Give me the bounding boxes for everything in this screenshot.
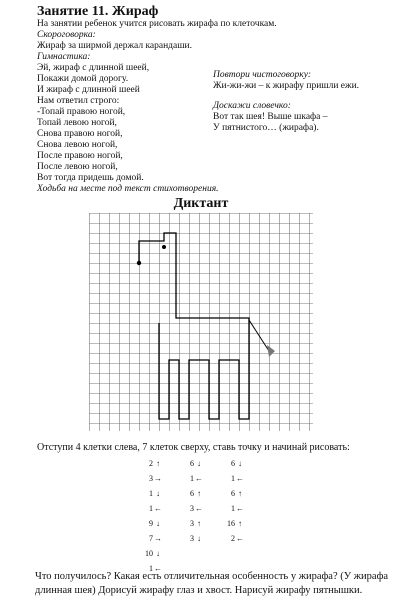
gymnastics-heading: Гимнастика: [37,52,91,62]
giraffe-tail [249,320,269,351]
command-step: 3← [190,504,203,513]
graph-paper [89,213,313,431]
poem-line: После левою ногой, [37,162,118,172]
command-step: 3 ↑ [190,519,201,528]
command-step: 1← [231,474,244,483]
lesson-intro: На занятии ребенок учится рисовать жирафа по клеточкам. [37,19,277,29]
poem-line: Вот тогда придешь домой. [37,173,144,183]
repeat-heading: Повтори чистоговорку: [213,70,311,80]
command-step: 1← [231,504,244,513]
command-step: 6 ↑ [231,489,242,498]
command-column-3 [221,456,245,546]
start-point [137,261,141,265]
finish-heading: Доскажи словечко: [213,101,291,111]
poem-line: Эй, жираф с длинной шеей, [37,63,150,73]
command-step: 6 ↑ [190,489,201,498]
finish-line-1: Вот так шея! Выше шкафа – [213,112,328,122]
command-step: 10 ↓ [145,549,160,558]
grid-lines [89,213,313,431]
repeat-text: Жи-жи-жи – к жирафу пришли ежи. [213,81,360,91]
command-step: 1← [149,564,162,573]
lesson-title: Занятие 11. Жираф [37,4,159,19]
command-step: 16 ↑ [227,519,242,528]
command-step: 3 ↓ [190,534,201,543]
command-step: 1← [149,504,162,513]
poem [37,63,218,195]
tongue-twister-heading: Скороговорка: [37,30,96,40]
command-column-1 [139,456,163,576]
walking-note: Ходьба на месте под текст стихотворения. [37,184,219,194]
poem-line: Снова правою ногой, [37,129,123,139]
poem-line: -Топай правою ногой, [37,107,126,117]
poem-line: После правою ногой, [37,151,123,161]
command-column-2 [180,456,204,546]
finish-line-2: У пятнистого… (жирафа). [213,123,319,133]
dictation-title: Диктант [173,196,229,211]
giraffe-drawing [139,233,249,419]
tongue-twister-text: Жираф за ширмой держал карандаши. [37,41,193,51]
command-step: 1 ↓ [149,489,160,498]
command-step: 6 ↓ [190,459,201,468]
command-step: 7→ [149,534,162,543]
poem-line: Топай левою ногой, [37,118,117,128]
poem-line: Снова левою ногой, [37,140,118,150]
closing-question: Что получилось? Какая есть отличительная особенность у жирафа? (У жирафа длинная шея) Дорисуй жирафу глаз и хвост. Нарисуй жирафу пятнышки. [35,571,389,596]
command-step: 2 ↑ [149,459,160,468]
giraffe-eye [162,245,166,249]
command-step: 1← [190,474,203,483]
command-step: 6 ↓ [231,459,242,468]
command-step: 2← [231,534,244,543]
poem-line: Покажи домой дорогу. [37,74,129,84]
poem-line: Нам ответил строго: [37,96,120,106]
poem-line: И жираф с длинной шеей [37,85,140,95]
tail-tuft [267,345,275,357]
command-step: 3→ [149,474,162,483]
command-step: 9 ↓ [149,519,160,528]
dictation-instruction: Отступи 4 клетки слева, 7 клеток сверху, ставь точку и начинай рисовать: [37,442,350,453]
